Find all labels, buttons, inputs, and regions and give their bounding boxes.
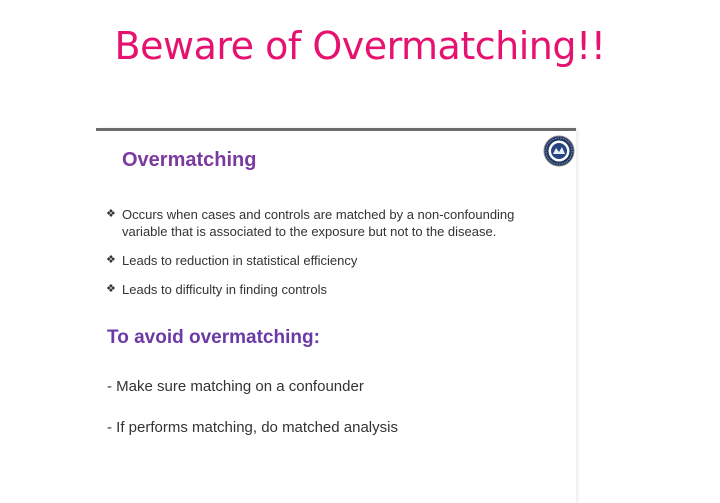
- slide-heading: Overmatching: [122, 149, 257, 171]
- avoid-item: - If performs matching, do matched analysis: [107, 419, 398, 436]
- page-title: Beware of Overmatching!!: [114, 24, 606, 68]
- four-diamond-bullet-icon: ❖: [106, 283, 116, 295]
- avoid-heading: To avoid overmatching:: [107, 327, 320, 348]
- four-diamond-bullet-icon: ❖: [106, 254, 116, 266]
- list-item: [106, 206, 556, 240]
- avoid-item: - Make sure matching on a confounder: [107, 378, 364, 395]
- list-item: [106, 252, 556, 269]
- university-seal-icon: [543, 135, 575, 167]
- slide: [96, 128, 576, 503]
- bullet-text: Leads to reduction in statistical efficiency: [122, 253, 358, 268]
- bullet-text: Leads to difficulty in finding controls: [122, 282, 327, 297]
- list-item: [106, 281, 556, 298]
- four-diamond-bullet-icon: ❖: [106, 208, 116, 220]
- bullet-text: Occurs when cases and controls are matched by a non-confounding variable that is associated to the exposure but not to the disease.: [122, 207, 515, 239]
- bullet-list: [106, 206, 556, 310]
